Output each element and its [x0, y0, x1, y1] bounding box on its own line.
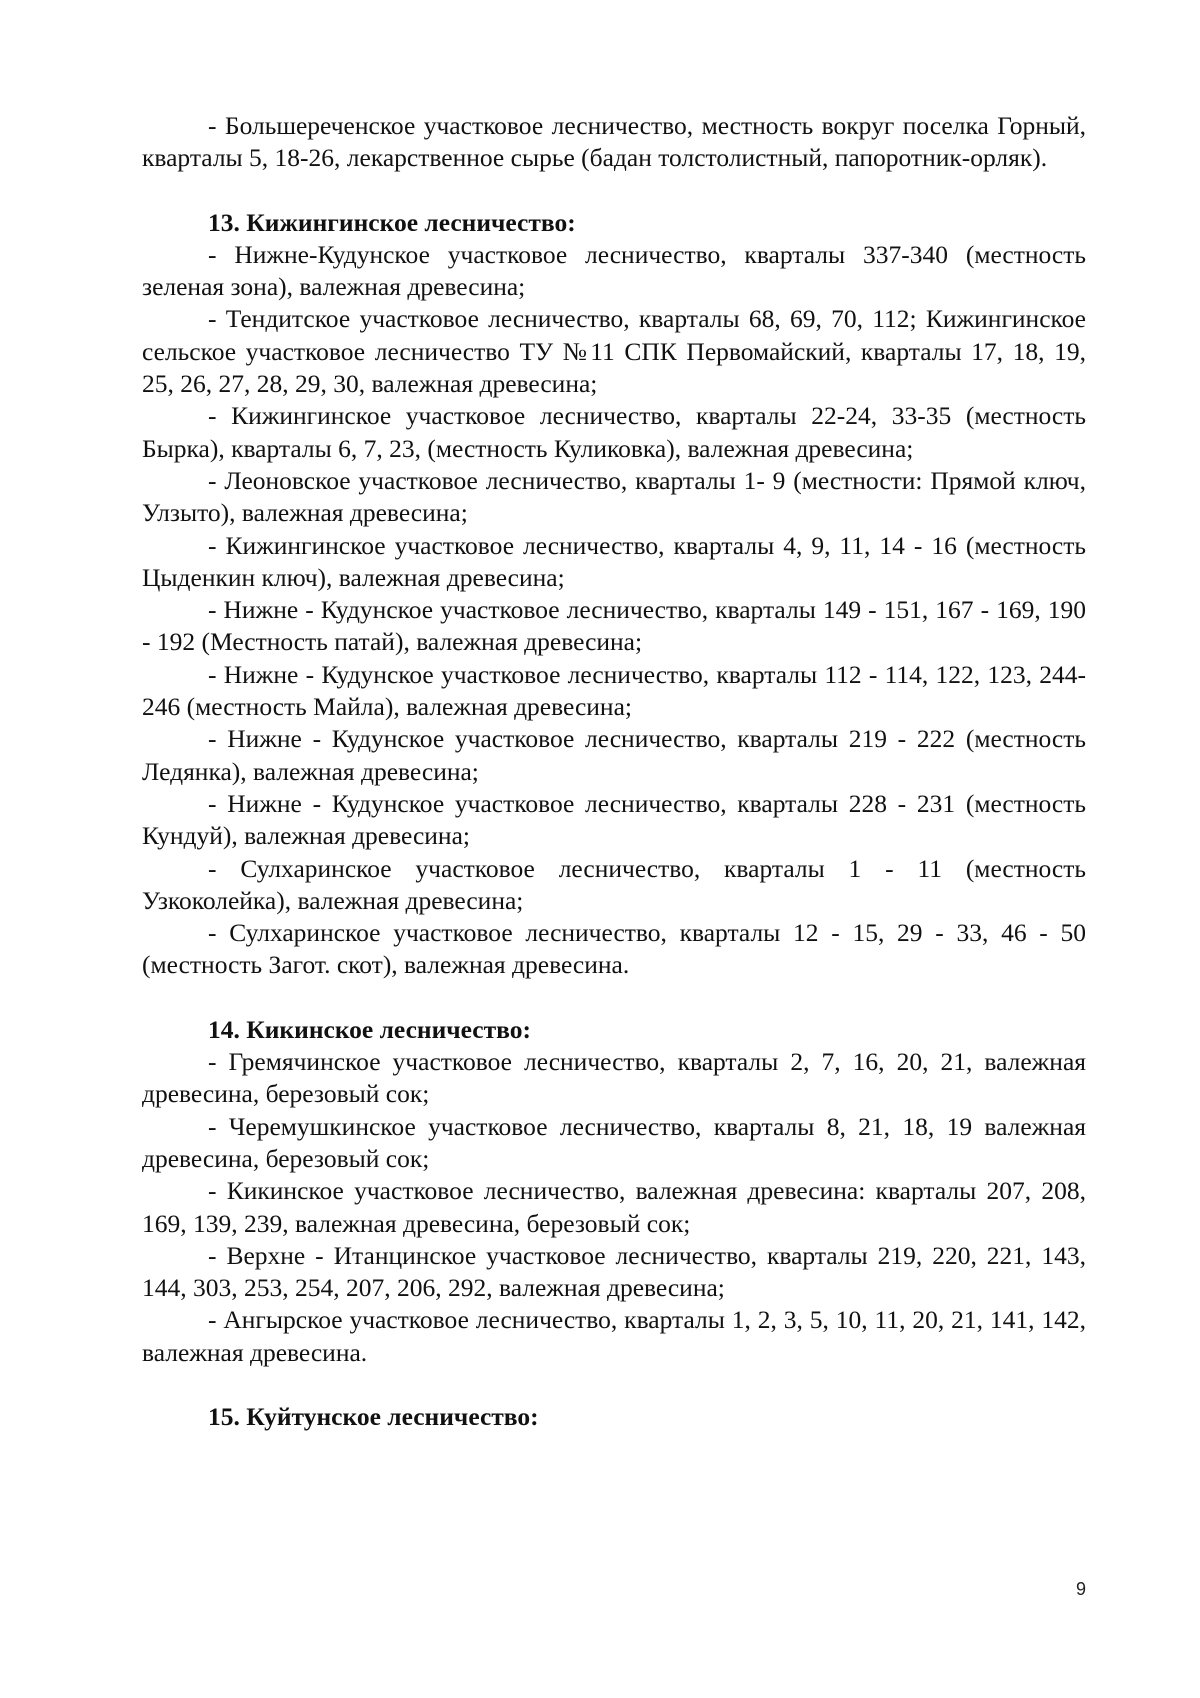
list-item: - Кикинское участковое лесничество, валежная древесина: кварталы 207, 208, 169, 139, 239, валежная древесина, березовый сок; — [142, 1176, 1086, 1238]
list-item: - Леоновское участковое лесничество, кварталы 1- 9 (местности: Прямой ключ, Улзыто), валежная древесина; — [142, 465, 1086, 528]
list-item: - Нижне - Кудунское участковое лесничество, кварталы 149 - 151, 167 - 169, 190 - 192 (Местность патай), валежная древесина; — [142, 595, 1086, 657]
section-heading-15: 15. Куйтунское лесничество: — [208, 1401, 539, 1431]
list-item: - Верхне - Итанцинское участковое лесничество, кварталы 219, 220, 221, 143, 144, 303, 253, 254, 207, 206, 292, валежная древесина; — [142, 1240, 1086, 1303]
document-body — [142, 110, 1086, 1433]
list-item: - Гремячинское участковое лесничество, кварталы 2, 7, 16, 20, 21, валежная древесина, березовый сок; — [142, 1047, 1086, 1109]
list-item: - Ангырское участковое лесничество, кварталы 1, 2, 3, 5, 10, 11, 20, 21, 141, 142, валежная древесина. — [142, 1305, 1086, 1367]
list-item: - Нижне - Кудунское участковое лесничество, кварталы 228 - 231 (местность Кундуй), валежная древесина; — [142, 788, 1086, 851]
section-heading-14: 14. Кикинское лесничество: — [208, 1014, 531, 1044]
list-item: - Сулхаринское участковое лесничество, кварталы 1 - 11 (местность Узкоколейка), валежная древесина; — [142, 853, 1086, 915]
list-item: - Нижне - Кудунское участковое лесничество, кварталы 219 - 222 (местность Ледянка), валежная древесина; — [142, 724, 1086, 786]
paragraph-bolsherechenskoe: - Большереченское участковое лесничество, местность вокруг поселка Горный, кварталы 5, 18-26, лекарственное сырье (бадан толстолистный, папоротник-орляк). — [142, 111, 1086, 173]
list-item: - Кижингинское участковое лесничество, кварталы 4, 9, 11, 14 - 16 (местность Цыденкин ключ), валежная древесина; — [142, 530, 1086, 592]
list-item: - Черемушкинское участковое лесничество, кварталы 8, 21, 18, 19 валежная древесина, березовый сок; — [142, 1111, 1086, 1173]
list-item: - Тендитское участковое лесничество, кварталы 68, 69, 70, 112; Кижингинское сельское участковое лесничество ТУ №11 СПК Первомайский, кварталы 17, 18, 19, 25, 26, 27, 28, 29, 30, валежная древесина; — [142, 304, 1086, 399]
list-item: - Нижне-Кудунское участковое лесничество, кварталы 337-340 (местность зеленая зона), валежная древесина; — [142, 239, 1086, 302]
page-number: 9 — [1076, 1579, 1087, 1599]
list-item: - Кижингинское участковое лесничество, кварталы 22-24, 33-35 (местность Бырка), кварталы 6, 7, 23, (местность Куликовка), валежная древесина; — [142, 401, 1086, 463]
section-heading-13: 13. Кижингинское лесничество: — [208, 207, 576, 237]
list-item: - Сулхаринское участковое лесничество, кварталы 12 - 15, 29 - 33, 46 - 50 (местность Загот. скот), валежная древесина. — [142, 918, 1086, 980]
list-item: - Нижне - Кудунское участковое лесничество, кварталы 112 - 114, 122, 123, 244-246 (местность Майла), валежная древесина; — [142, 659, 1086, 722]
